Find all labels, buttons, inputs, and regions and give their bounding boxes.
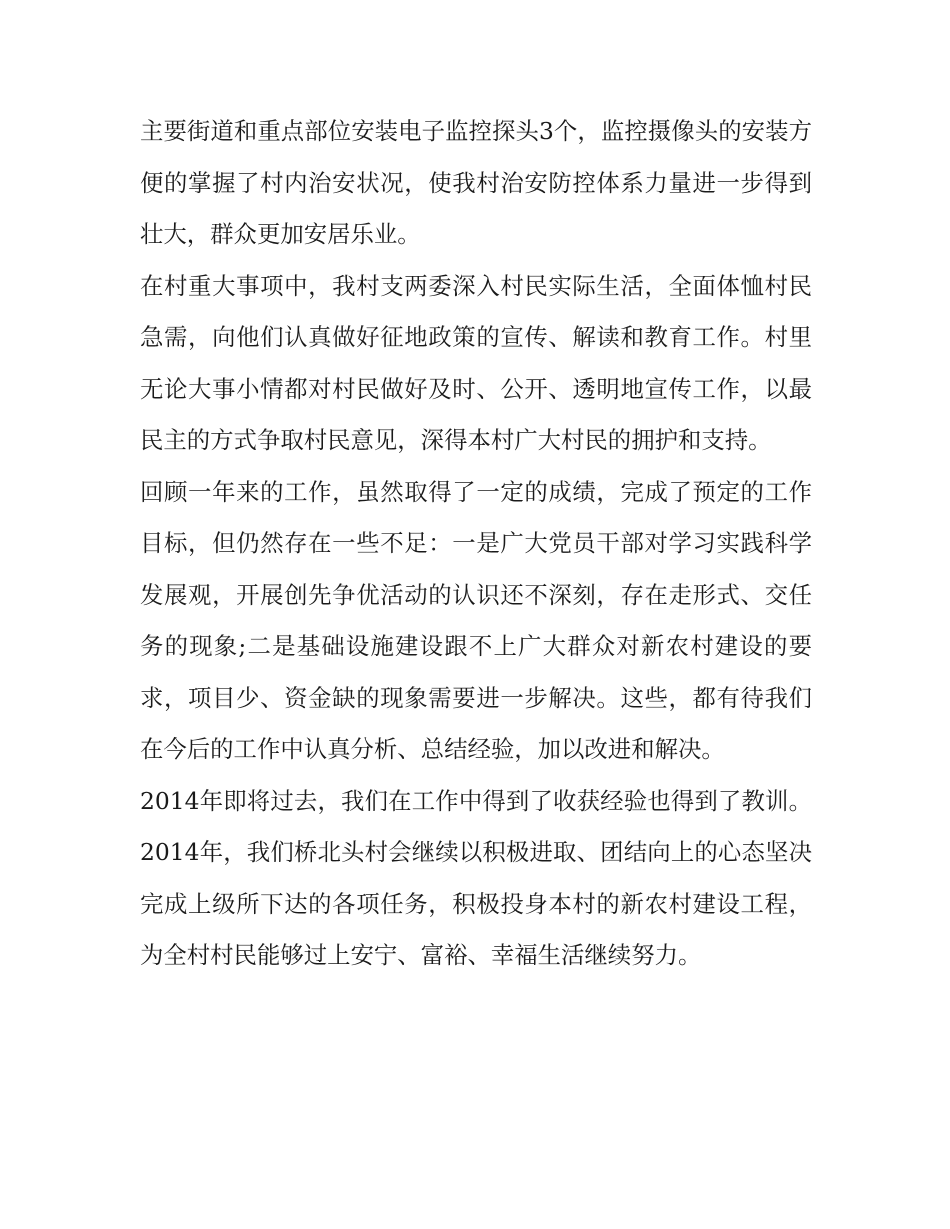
paragraph-surveillance: 主要街道和重点部位安装电子监控探头3个，监控摄像头的安装方便的掌握了村内治安状况，使我村治安防控体系力量进一步得到壮大，群众更加安居乐业。 bbox=[140, 117, 812, 248]
document-body bbox=[140, 106, 812, 982]
paragraph-outlook-2014: 2014年即将过去，我们在工作中得到了收获经验也得到了教训。2014年，我们桥北头村会继续以积极进取、团结向上的心态坚决完成上级所下达的各项任务，积极投身本村的新农村建设工程，为全村村民能够过上安宁、富裕、幸福生活继续努力。 bbox=[140, 786, 812, 969]
paragraph-review-shortcomings: 回顾一年来的工作，虽然取得了一定的成绩，完成了预定的工作目标，但仍然存在一些不足：一是广大党员干部对学习实践科学发展观，开展创先争优活动的认识还不深刻，存在走形式、交任务的现象;二是基础设施建设跟不上广大群众对新农村建设的要求，项目少、资金缺的现象需要进一步解决。这些，都有待我们在今后的工作中认真分析、总结经验，加以改进和解决。 bbox=[140, 477, 812, 763]
paragraph-major-affairs: 在村重大事项中，我村支两委深入村民实际生活，全面体恤村民急需，向他们认真做好征地政策的宣传、解读和教育工作。村里无论大事小情都对村民做好及时、公开、透明地宣传工作，以最民主的方式争取村民意见，深得本村广大村民的拥护和支持。 bbox=[140, 271, 812, 454]
